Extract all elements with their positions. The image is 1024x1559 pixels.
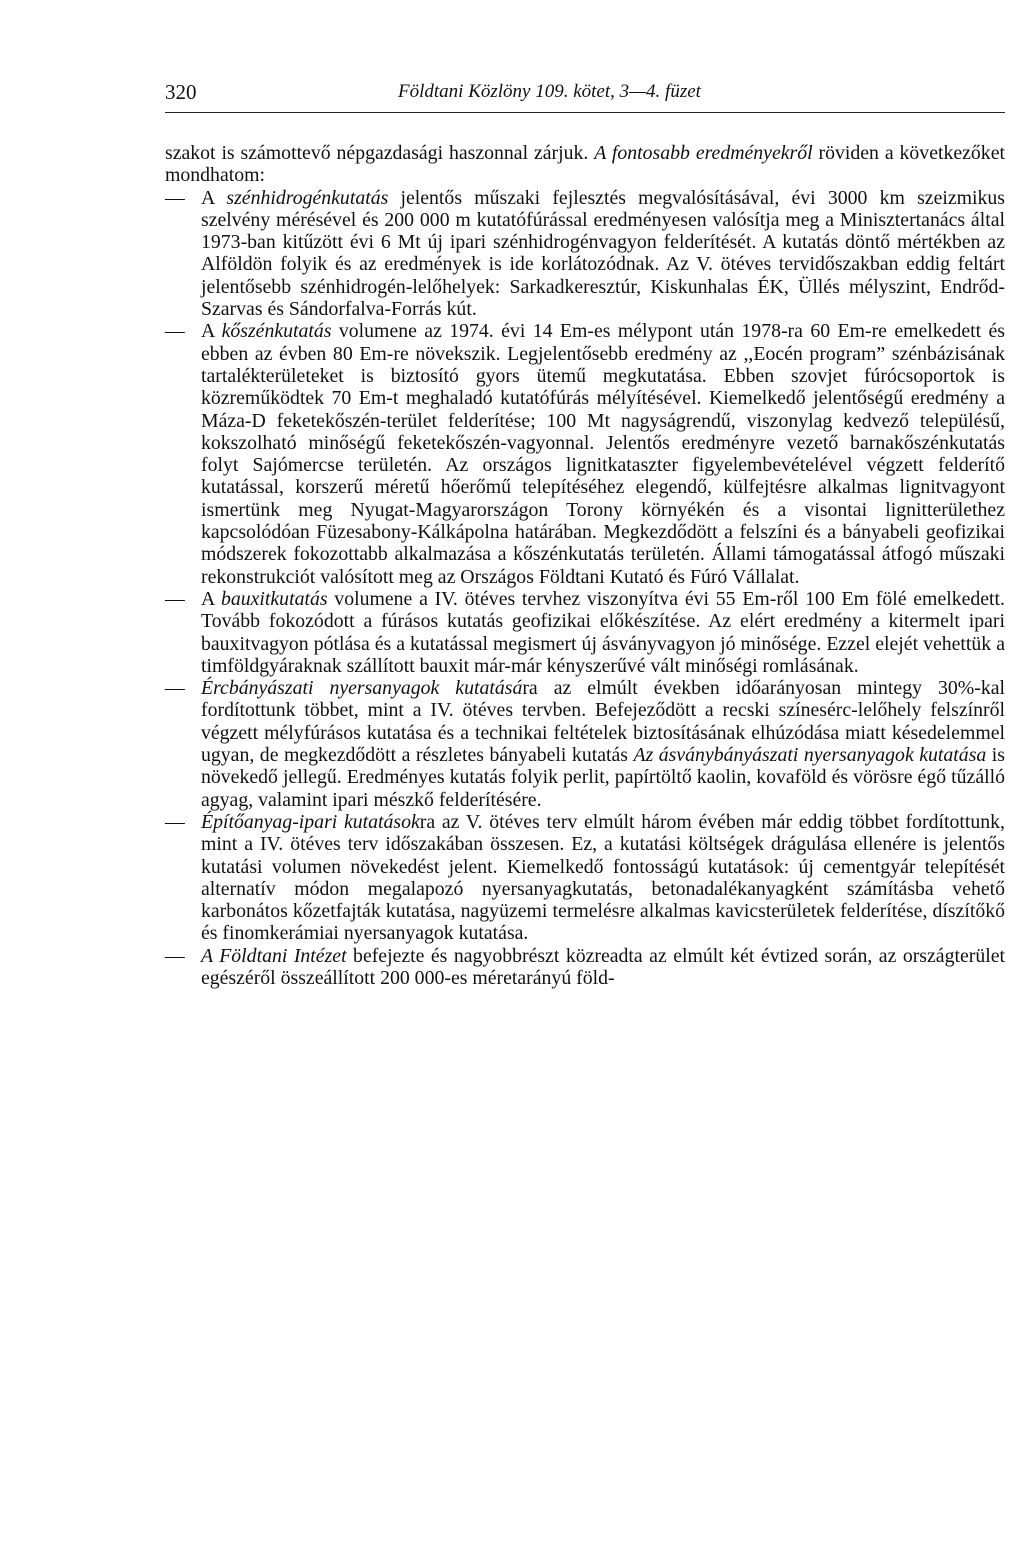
- dash-marker: —: [165, 677, 185, 700]
- item-emphasis: Az ásványbányászati nyersanyagok kutatása: [633, 744, 987, 767]
- item-text: jelentős műszaki fejlesztés megvalósításával, évi 3000 km szeizmikus szelvény mérésével és 200 000 m kutatófúrással eredményesen valósítja meg a Minisztertanács által 1973-ban kitűzött évi 6 Mt új ipari szénhidrogénvagyon felderítését. A kutatás döntő mértékben az Alföldön folyik és az eredmények is ide korlátozódnak. Az V. ötéves tervidőszakban eddig feltárt jelentősebb szénhidrogén-lelőhelyek: Sarkadkeresztúr, Kiskunhalas ÉK, Üllés mélyszint, Endrőd-Szarvas és Sándorfalva-Forrás kút.: [201, 186, 1005, 321]
- dash-marker: —: [165, 186, 185, 209]
- item-text: ra az V. ötéves terv elmúlt három évében már eddig többet fordítottunk, mint a IV. ötéves terv időszakában összesen. Ez, a kutatási költségek drágulása ellenére is jelentős kutatási volumen növekedést jelent. Kiemelkedő fontosságú kutatások: új cementgyár telepítését alternatív módon megalapozó nyersanyagkutatás, betonadalékanyagként számításba vehető karbonátos kőzetfajták kutatása, nagyüzemi termelésre alkalmas kavicsterületek felderítése, díszítőkő és finomkerámiai nyersanyagok kutatása.: [201, 810, 1005, 945]
- item-emphasis: A Földtani Intézet: [201, 944, 347, 967]
- dash-marker: —: [165, 810, 185, 833]
- item-text: A: [201, 320, 222, 343]
- item-text: volumene a IV. ötéves tervhez viszonyítva évi 55 Em-ről 100 Em fölé emelkedett. Tovább fokozódott a fúrásos kutatás geofizikai előkészítése. Az elért eredmény a kitermelt ipari bauxitvagyon pótlása és a kutatással megismert új ásványvagyon jó minősége. Ezzel elejét vehettük a timföldgyáraknak szállított bauxit már-már kényszerűvé vált minőségi romlásának.: [201, 587, 1005, 677]
- item-text: A: [201, 186, 227, 209]
- item-emphasis: bauxitkutatás: [220, 587, 328, 610]
- journal-title: Földtani Közlöny 109. kötet, 3—4. füzet: [398, 81, 701, 102]
- list-item-building-materials: [165, 811, 1005, 945]
- dash-marker: —: [165, 320, 185, 343]
- item-emphasis: szénhidrogénkutatás: [226, 186, 389, 209]
- list-item-coal: [165, 320, 1005, 588]
- item-emphasis: Ércbányászati nyersanyagok kutatásá: [201, 677, 523, 700]
- item-text: volumene az 1974. évi 14 Em-es mélypont után 1978-ra 60 Em-re emelkedett és ebben az évben 80 Em-re növekszik. Legjelentősebb eredmény az ,,Eocén program” szénbázisának tartalékterületeket is biztosító gyors ütemű megkutatása. Ebben szovjet fúrócsoportok is közreműködtek 70 Em-t meghaladó kutatófúrás mélyítésével. Kiemelkedő jelentőségű eredmény a Máza-D feketekőszén-terület felderítése; 100 Mt nagyságrendű, viszonylag kedvező településű, kokszolható minőségű feketekőszén-vagyonnal. Jelentős eredményre vezető barnakőszénkutatás folyt Sajómercse területén. Az országos lignitkataszter figyelembevételével végzett felderítő kutatással, korszerű méretű hőerőmű telepítéséhez elegendő, külfejtésre alkalmas lignitvagyont ismertünk meg Nyugat-Magyarországon Torony környékén és a visontai lignitterülethez kapcsolódóan Füzesabony-Kálkápolna határában. Megkezdődött a felszíni és a bányabeli geofizikai módszerek fokozottabb alkalmazása a kőszénkutatás területén. Állami támogatással átfogó műszaki rekonstrukciót valósított meg az Országos Földtani Kutató és Fúró Vállalat.: [201, 320, 1005, 588]
- article-body: [165, 142, 1005, 989]
- item-text: befejezte és nagyobbrészt közreadta az elmúlt két évtized során, az országterület egészéről összeállított 200 000-es méretarányú föld-: [201, 944, 1005, 989]
- intro-paragraph: [165, 142, 1005, 187]
- dash-marker: —: [165, 587, 185, 610]
- item-text: ra az elmúlt években időarányosan mintegy 30%-kal fordítottunk többet, mint a IV. ötéves tervben. Befejeződött a recski színesérc-lelőhely felszínről végzett mélyfúrásos kutatása és a technikai feltételek biztosításának elhúzódása miatt késedelemmel ugyan, de megkezdődött a részletes bányabeli kutatás: [201, 677, 1006, 767]
- item-emphasis: Építőanyag-ipari kutatások: [201, 810, 420, 833]
- intro-text: szakot is számottevő népgazdasági haszonnal zárjuk.: [165, 142, 595, 164]
- running-header: [165, 78, 1005, 113]
- list-item-geological-institute: [165, 945, 1005, 990]
- intro-text-end: röviden a következőket mondhatom:: [165, 142, 1005, 187]
- dash-marker: —: [165, 944, 185, 967]
- item-text: is növekedő jellegű. Eredményes kutatás folyik perlit, papírtöltő kaolin, kovaföld és vörösre égő tűzálló agyag, valamint ipari mészkő felderítésére.: [201, 744, 1005, 811]
- list-item-hydrocarbon: [165, 187, 1005, 321]
- intro-emphasis: A fontosabb eredményekről: [594, 142, 813, 164]
- item-emphasis: kőszénkutatás: [221, 320, 332, 343]
- page-number: 320: [165, 80, 197, 104]
- item-text: A: [201, 587, 221, 610]
- list-item-bauxite: [165, 588, 1005, 677]
- list-item-ore: [165, 677, 1005, 811]
